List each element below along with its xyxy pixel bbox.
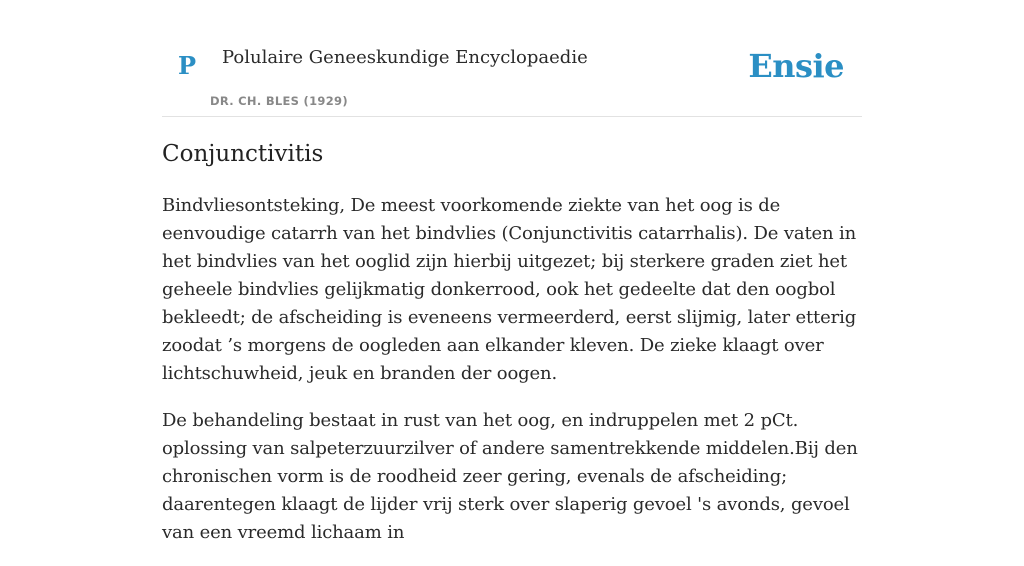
entry-headword: Conjunctivitis [162,141,324,167]
entry-body [162,192,862,566]
ensie-logo-link[interactable]: Ensie [748,47,844,85]
book-header [162,0,862,117]
book-title-link[interactable]: Polulaire Geneeskundige Encyclopaedie [222,47,588,68]
article-page [162,0,862,543]
entry-paragraph: Bindvliesontsteking, De meest voorkomende ziekte van het oog is de eenvoudige catarrh van het bindvlies (Conjunctivitis catarrhalis). De vaten in het bindvlies van het ooglid zijn hierbij uitgezet; bij sterkere graden ziet het geheele bindvlies gelijkmatig donkerrood, ook het gedeelte dat den oogbol bekleedt; de afscheiding is eveneens vermeerderd, eerst slijmig, later etterig zoodat ’s morgens de oogleden aan elkander kleven. De zieke klaagt over lichtschuwheid, jeuk en branden der oogen. [162,195,857,384]
book-author: DR. CH. BLES (1929) [210,94,348,108]
book-initial: P [178,51,197,80]
entry-paragraph: De behandeling bestaat in rust van het oog, en indruppelen met 2 pCt. oplossing van salpeterzuurzilver of andere samentrekkende middelen.Bij den chronischen vorm is de roodheid zeer gering, evenals de afscheiding; daarentegen klaagt de lijder vrij sterk over slaperig gevoel 's avonds, gevoel van een vreemd lichaam in [162,410,858,543]
